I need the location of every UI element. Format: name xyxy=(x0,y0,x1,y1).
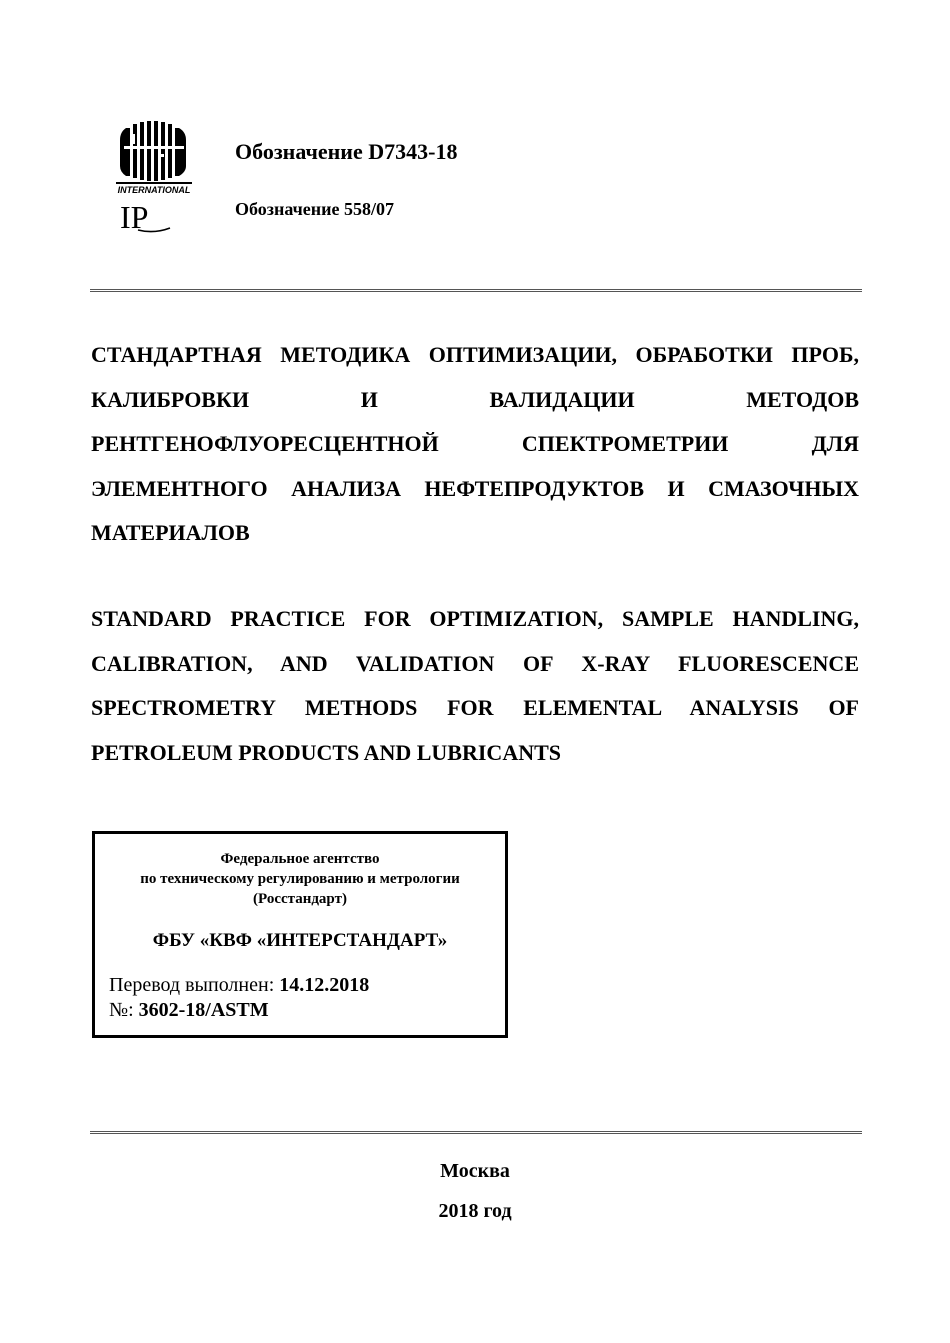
stamp-translated-date: 14.12.2018 xyxy=(279,974,370,996)
stamp-translated-label: Перевод выполнен: xyxy=(109,974,275,996)
title-english: STANDARD PRACTICE FOR OPTIMIZATION, SAMPLE HANDLING, CALIBRATION, AND VALIDATION OF X-RAY FLUORESCENCE SPECTROMETRY METHODS FOR ELEMENTAL ANALYSIS OF PETROLEUM PRODUCTS AND LUBRICANTS xyxy=(91,606,859,765)
translation-stamp xyxy=(92,831,508,1038)
stamp-agency xyxy=(95,849,505,909)
top-divider xyxy=(90,289,862,292)
designation-ip: Обозначение 558/07 xyxy=(235,199,395,219)
stamp-number-label: №: xyxy=(109,999,134,1021)
title-russian: СТАНДАРТНАЯ МЕТОДИКА ОПТИМИЗАЦИИ, ОБРАБОТКИ ПРОБ, КАЛИБРОВКИ И ВАЛИДАЦИИ МЕТОДОВ РЕНТГЕНОФЛУОРЕСЦЕНТНОЙ СПЕКТРОМЕТРИИ ДЛЯ ЭЛЕМЕНТНОГО АНАЛИЗА НЕФТЕПРОДУКТОВ И СМАЗОЧНЫХ МАТЕРИАЛОВ xyxy=(91,342,859,545)
stamp-number-value: 3602-18/ASTM xyxy=(138,999,269,1021)
stamp-agency-line1: Федеральное агентство xyxy=(220,851,380,867)
stamp-agency-line3: (Росстандарт) xyxy=(253,891,347,907)
stamp-translated xyxy=(109,974,369,997)
stamp-agency-line2: по техническому регулированию и метрологии xyxy=(140,871,460,887)
city: Москва xyxy=(440,1160,510,1182)
ip-logo-text: IP xyxy=(120,200,149,234)
ip-logo xyxy=(118,200,174,234)
bottom-divider xyxy=(90,1131,862,1134)
year: 2018 год xyxy=(438,1200,512,1222)
stamp-number xyxy=(109,999,269,1022)
astm-logo xyxy=(112,120,196,196)
stamp-company: ФБУ «КВФ «ИНТЕРСТАНДАРТ» xyxy=(152,930,448,951)
designation-main: Обозначение D7343-18 xyxy=(235,139,458,164)
astm-logo-text: INTERNATIONAL xyxy=(117,185,191,195)
